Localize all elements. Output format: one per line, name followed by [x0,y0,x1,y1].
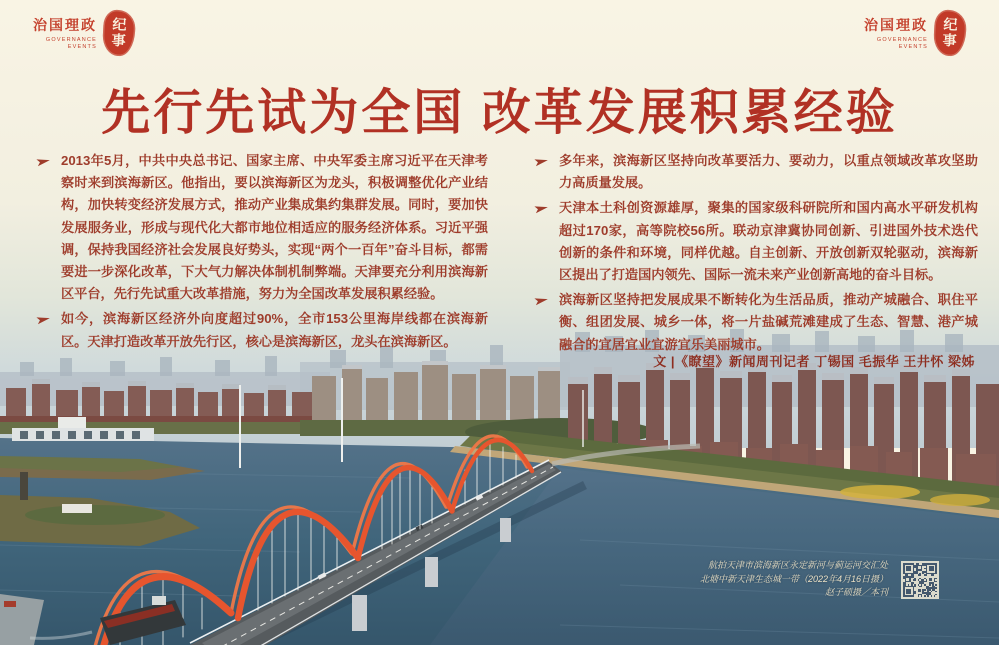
paragraph [36,150,488,305]
brand-title-cn: 治国理政 [33,17,97,33]
brand-text [864,15,928,51]
qr-code [901,561,939,599]
article-column-left [36,150,488,356]
bullet-arrow-icon [36,313,51,326]
paragraph-text: 2013年5月，中共中央总书记、国家主席、中央军委主席习近平在天津考察时来到滨海新区。他指出，要以滨海新区为龙头，积极调整优化产业结构，加快转变经济发展方式，推动产业集成集约集群发展。同时，要加快发展服务业，形成与现代化大都市地位相适应的服务经济体系。习近平强调，保持我国经济社会发展良好势头，实现“两个一百年”奋斗目标，都需要进一步深化改革，下大气力解决体制机制弊端。天津要充分利用滨海新区平台，先行先试重大改革措施，努力为全国改革发展积累经验。 [61,153,488,302]
brand-logo-left [33,10,135,56]
brand-title-cn: 治国理政 [864,17,928,33]
red-seal-icon: 纪事 [933,9,967,57]
paragraph-text: 如今，滨海新区经济外向度超过90%，全市153公里海岸线都在滨海新区。天津打造改革开放先行区，核心是滨海新区，龙头在滨海新区。 [61,311,488,349]
paragraph [36,308,488,352]
paragraph [534,197,978,286]
bullet-arrow-icon [534,155,549,168]
paragraph-text: 天津本土科创资源雄厚，聚集的国家级科研院所和国内高水平研发机构超过170家，高等院校56所。联动京津冀协同创新、引进国外技术迭代创新的条件和环境，同样优越。自主创新、开放创新双轮驱动，滨海新区提出了打造国内领先、国际一流未来产业创新高地的奋斗目标。 [559,200,978,283]
paragraph-text: 多年来，滨海新区坚持向改革要活力、要动力，以重点领域改革攻坚助力高质量发展。 [559,153,978,191]
brand-subtitle-en: GOVERNANCE EVENTS [876,37,928,50]
paragraph [534,289,978,356]
caption-line: 北塘中新天津生态城一带（2022年4月16日摄） [699,573,888,584]
brand-subtitle-en: GOVERNANCE EVENTS [45,37,97,50]
brand-logo-right [864,10,966,56]
brand-text [33,15,97,51]
page-title: 先行先试为全国 改革发展积累经验 [101,86,898,140]
article-column-right [534,150,978,359]
caption-line: 航拍天津市滨海新区永定新河与蓟运河交汇处 [707,560,888,570]
byline: 文 |《瞭望》新闻周刊记者 丁锡国 毛振华 王井怀 梁姊 [653,354,975,369]
bullet-arrow-icon [534,294,549,307]
paragraph [534,150,978,194]
bullet-arrow-icon [534,202,549,215]
photo-caption [700,559,888,600]
bullet-arrow-icon [36,155,51,168]
red-seal-icon: 纪事 [102,9,136,57]
caption-line: 赵子硕摄／本刊 [824,587,888,597]
paragraph-text: 滨海新区坚持把发展成果不断转化为生活品质，推动产城融合、职住平衡、组团发展、城乡一体，将一片盐碱荒滩建成了生态、智慧、港产城融合的宜居宜业宜游宜乐美丽城市。 [559,292,978,352]
